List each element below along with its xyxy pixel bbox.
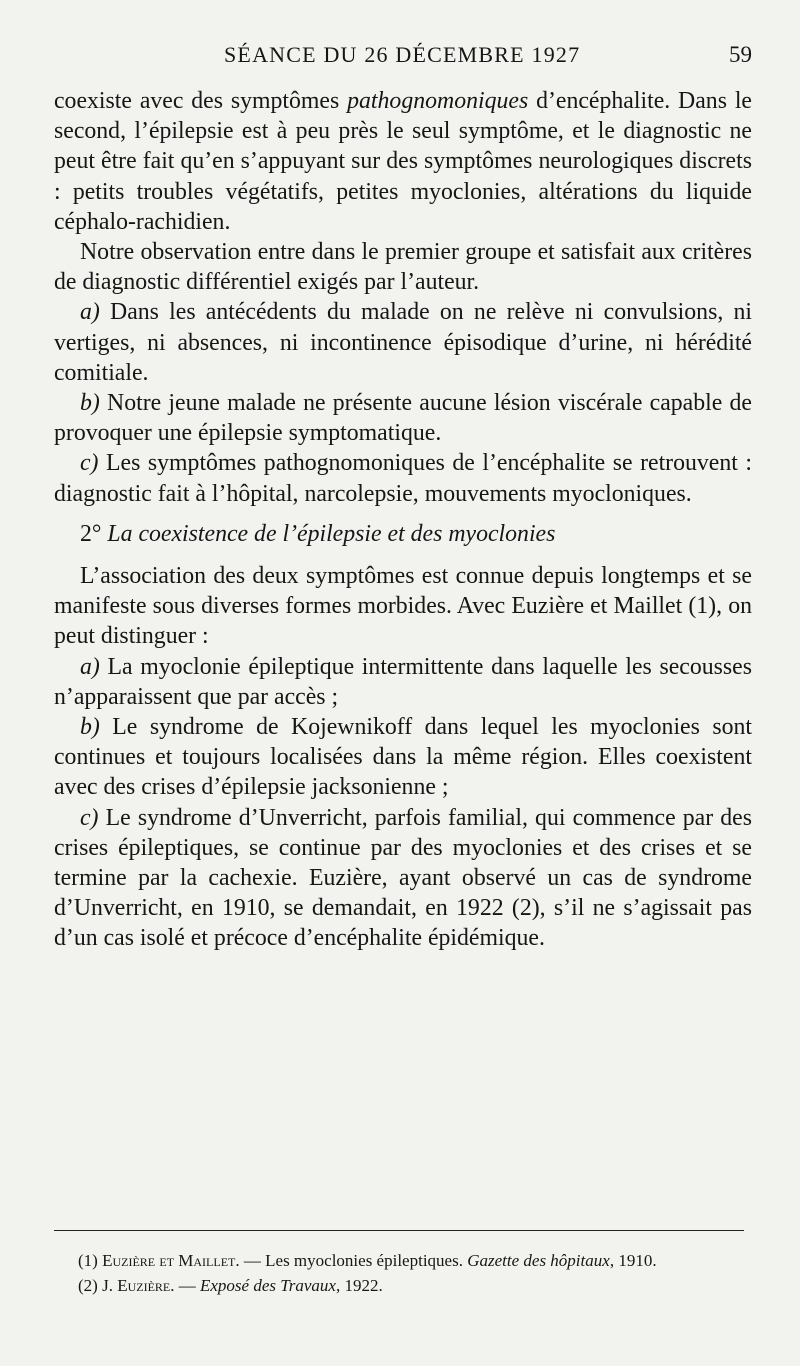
footnote-2 xyxy=(54,1275,752,1298)
footnote-1-text: — Les myoclonies épileptiques. xyxy=(239,1251,468,1270)
footnote-1-authors: Euzière et Maillet. xyxy=(97,1251,240,1270)
list-text-a-2: La myoclonie épileptique intermittente dans laquelle les secousses n’apparaissent que par accès ; xyxy=(54,653,752,710)
p1-text-a: coexiste avec des symptômes xyxy=(54,88,348,114)
list-item-b xyxy=(54,388,752,448)
list-marker-c-2: c) xyxy=(80,804,99,831)
section-title: La coexistence de l’épilepsie et des myoclonies xyxy=(101,520,556,547)
list-marker-a: a) xyxy=(80,299,100,326)
footnote-2-title: Exposé des Travaux xyxy=(199,1275,336,1295)
list-item-b-2 xyxy=(54,712,752,803)
footnote-divider xyxy=(54,1230,744,1231)
list-marker-b-2: b) xyxy=(80,714,100,741)
list-marker-c: c) xyxy=(80,450,99,477)
list-text-b: Notre jeune malade ne présente aucune lésion viscérale capable de provoquer une épilepsie symptomatique. xyxy=(54,390,752,447)
footnote-2-text: — xyxy=(174,1275,200,1295)
footnote-1-number: (1) xyxy=(78,1251,98,1270)
list-marker-b: b) xyxy=(80,390,100,417)
page-number: 59 xyxy=(729,42,752,67)
footnote-2-author: J. Euzière. xyxy=(97,1275,175,1295)
list-text-c-2: Le syndrome d’Unverricht, parfois familial, qui commence par des crises épileptiques, se continue par des myoclonies et des crises et se termine par la cachexie. Euzière, ayant observé un cas de syndrome d’Unverricht, en 1910, se demandait, en 1922 (2), s’il ne s’agissait pas d’un cas isolé et précoce d’encéphalite épidémique. xyxy=(54,804,752,952)
footnote-2-year: , 1922. xyxy=(335,1275,383,1295)
footnote-1 xyxy=(54,1250,752,1273)
footnote-1-year: , 1910. xyxy=(609,1251,657,1270)
list-text-b-2: Le syndrome de Kojewnikoff dans lequel les myoclonies sont continues et toujours localisées dans la même région. Elles coexistent avec des crises d’épilepsie jacksonienne ; xyxy=(54,714,752,801)
list-text-a: Dans les antécédents du malade on ne relève ni convulsions, ni vertiges, ni absences, ni incontinence épisodique d’urine, ni hérédité comitiale. xyxy=(54,299,752,386)
paragraph-continuation xyxy=(54,86,752,237)
running-title: SÉANCE DU 26 DÉCEMBRE 1927 xyxy=(224,42,581,67)
p1-emphasis: pathognomoniques xyxy=(347,88,529,114)
list-item-a-2 xyxy=(54,652,752,712)
section-heading xyxy=(54,519,752,549)
paragraph-observation: Notre observation entre dans le premier groupe et satisfait aux critères de diagnostic différentiel exigés par l’auteur. xyxy=(54,239,752,296)
list-item-c-2 xyxy=(54,803,752,954)
p1-text-c: d’encéphalite. Dans le second, l’épilepsie est à peu près le seul symptôme, et le diagnostic ne peut être fait qu’en s’appuyant sur des symptômes neurologiques discrets : petits troubles végétatifs, petites myoclonies, altérations du liquide céphalo-rachidien. xyxy=(54,88,752,235)
section-number: 2° xyxy=(80,520,102,547)
footnote-2-number: (2) xyxy=(78,1275,98,1295)
list-item-c xyxy=(54,448,752,508)
body-text xyxy=(54,86,752,954)
list-item-a xyxy=(54,297,752,388)
footnotes xyxy=(54,1250,752,1299)
list-text-c: Les symptômes pathognomoniques de l’encéphalite se retrouvent : diagnostic fait à l’hôpital, narcolepsie, mouvements myocloniques. xyxy=(54,450,752,507)
paragraph-association: L’association des deux symptômes est connue depuis longtemps et se manifeste sous diverses formes morbides. Avec Euzière et Maillet (1), on peut distinguer : xyxy=(54,563,752,650)
page-header xyxy=(54,40,752,76)
footnote-1-journal: Gazette des hôpitaux xyxy=(467,1251,610,1270)
list-marker-a-2: a) xyxy=(80,653,100,680)
